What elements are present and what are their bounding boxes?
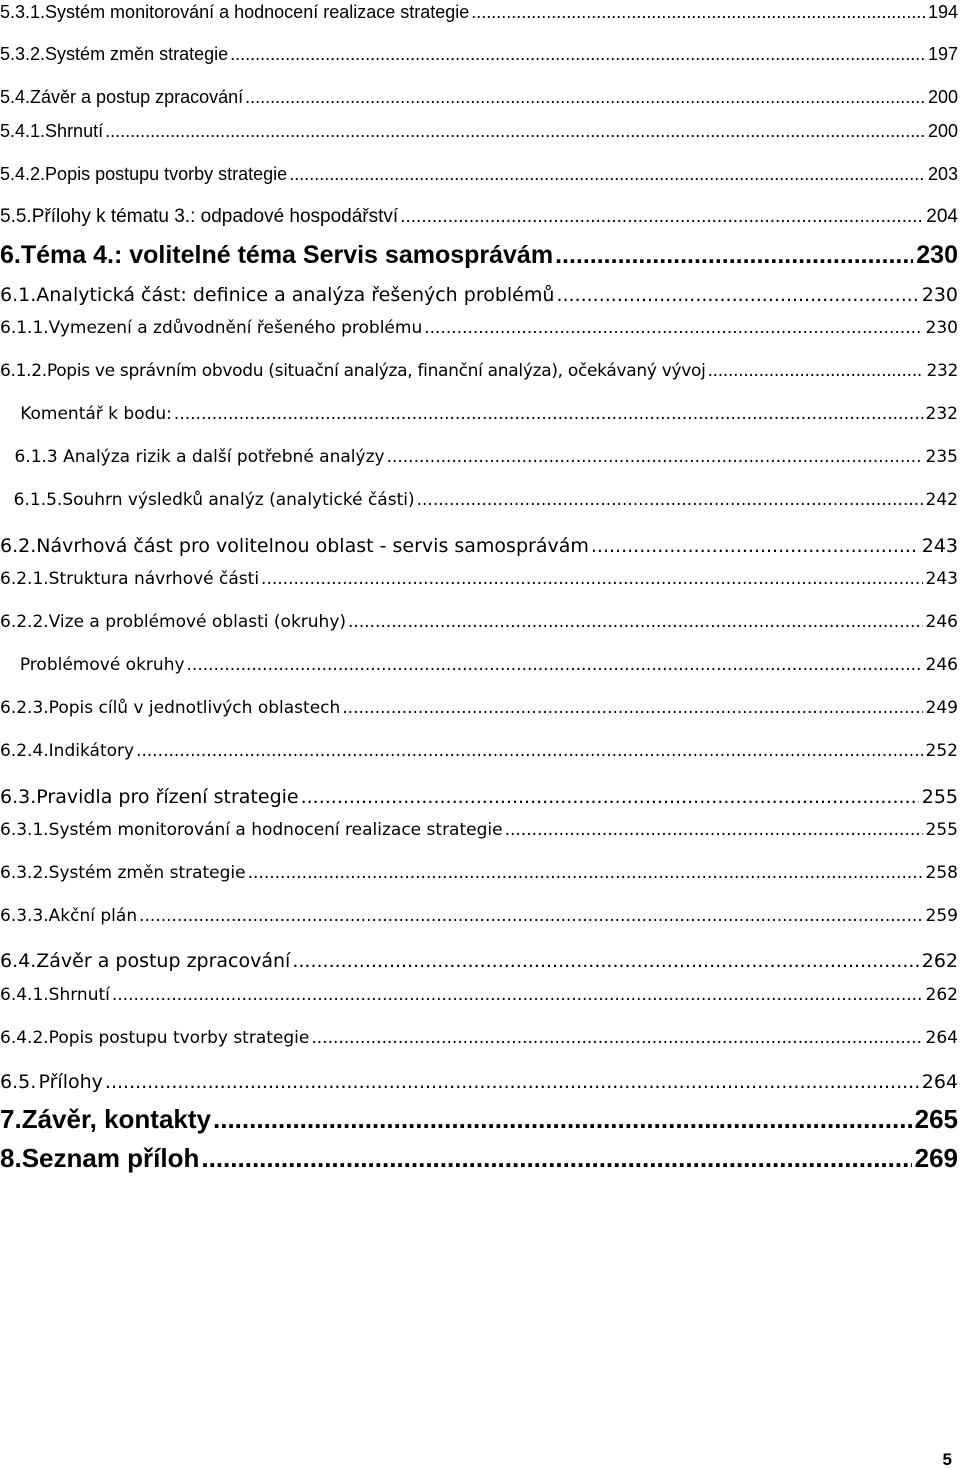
- toc-entry[interactable]: [0, 488, 958, 512]
- toc-entry-page: 269: [914, 1143, 958, 1173]
- toc-entry-page: 235: [925, 447, 958, 467]
- toc-entry[interactable]: [0, 948, 958, 974]
- toc-entry-title: Systém monitorování a hodnocení realizace strategie: [48, 820, 503, 840]
- toc-leader: [301, 784, 919, 810]
- toc-entry-number: 6.1.1.: [0, 318, 49, 338]
- toc-entry-page: 243: [921, 535, 958, 557]
- toc-entry-page: 255: [925, 820, 958, 840]
- toc-entry[interactable]: [0, 240, 958, 270]
- toc-leader: [105, 1069, 919, 1095]
- toc-leader: [174, 402, 923, 426]
- toc-entry-number: 6.2.: [0, 535, 37, 557]
- toc-entry-title: Vize a problémové oblasti (okruhy): [48, 612, 347, 632]
- toc-entry-number: 5.4.2.: [0, 164, 46, 184]
- toc-entry-title: Závěr, kontakty: [21, 1104, 211, 1134]
- toc-leader: [708, 359, 924, 383]
- toc-entry-title: Pravidla pro řízení strategie: [36, 786, 299, 808]
- toc-entry-title: Přílohy k tématu 3.: odpadové hospodářství: [31, 206, 399, 227]
- toc-entry[interactable]: [0, 567, 958, 591]
- toc-entry-title: Závěr a postup zpracování: [30, 87, 244, 107]
- toc-entry[interactable]: [0, 359, 958, 383]
- toc-entry-page: 200: [927, 87, 958, 107]
- toc-entry[interactable]: [0, 696, 958, 720]
- toc-entry-page: 246: [925, 655, 958, 675]
- toc-entry-number: 6.2.4.: [0, 741, 49, 761]
- toc-entry-title: Téma 4.: volitelné téma Servis samosprávám: [20, 241, 554, 269]
- toc-entry-page: 265: [914, 1104, 958, 1134]
- toc-entry-title: Systém změn strategie: [45, 44, 229, 64]
- toc-entry-title: Systém změn strategie: [48, 863, 246, 883]
- toc-entry-number: 6.4.2.: [0, 1028, 49, 1048]
- toc-entry-page: 194: [927, 2, 958, 22]
- toc-entry-title: Shrnutí: [48, 985, 110, 1005]
- toc-entry-number: 7.: [0, 1104, 22, 1134]
- toc-entry-number: 6.2.2.: [0, 612, 49, 632]
- toc-entry[interactable]: [0, 205, 958, 229]
- toc-leader: [136, 739, 922, 763]
- toc-entry-page: 262: [925, 985, 958, 1005]
- toc-leader: [201, 1141, 911, 1175]
- toc-entry[interactable]: [0, 904, 958, 928]
- toc-leader: [311, 1026, 922, 1050]
- toc-entry[interactable]: [0, 653, 958, 677]
- toc-entry[interactable]: [0, 1026, 958, 1050]
- page-number: 5: [942, 1450, 952, 1469]
- toc-entry-number: 6.3.: [0, 786, 37, 808]
- toc-entry-page: 252: [925, 741, 958, 761]
- toc-leader: [248, 861, 923, 885]
- toc-entry-number: 5.5.: [0, 206, 32, 227]
- toc-entry-page: 264: [921, 1071, 958, 1093]
- toc-entry-title: Návrhová část pro volitelnou oblast - servis samosprávám: [36, 535, 589, 557]
- toc-leader: [289, 162, 925, 186]
- toc-leader: [555, 240, 913, 270]
- toc-entry-title: Popis postupu tvorby strategie: [48, 1028, 310, 1048]
- toc-entry-number: 6.5.: [0, 1071, 37, 1093]
- toc-entry[interactable]: [0, 818, 958, 842]
- toc-leader: [245, 85, 925, 109]
- toc-entry[interactable]: [0, 316, 958, 340]
- toc-entry-title: Analytická část: definice a analýza řešených problémů: [36, 284, 555, 306]
- toc-entry[interactable]: [0, 1069, 958, 1095]
- toc-entry-page: 249: [925, 698, 958, 718]
- toc-entry[interactable]: [0, 610, 958, 634]
- toc-entry-number: 6.2.1.: [0, 569, 49, 589]
- toc-entry-number: 5.4.: [0, 87, 31, 107]
- toc-entry-number: 6.1.2.: [0, 361, 47, 381]
- toc-entry-number: 6.1.: [0, 284, 37, 306]
- toc-entry-title: Indikátory: [48, 741, 135, 761]
- toc-entry-number: 6.: [0, 241, 21, 269]
- toc-entry[interactable]: [0, 119, 958, 143]
- toc-entry-number: 6.2.3.: [0, 698, 49, 718]
- toc-entry-title: Seznam příloh: [21, 1143, 200, 1173]
- toc-entry-page: 230: [916, 241, 958, 269]
- toc-leader: [112, 983, 923, 1007]
- toc-entry-number: 8.: [0, 1143, 22, 1173]
- toc-entry-page: 243: [925, 569, 958, 589]
- toc-entry-number: 6.3.3.: [0, 906, 49, 926]
- toc-entry-title: Popis ve správním obvodu (situační analýza, finanční analýza), očekávaný vývoj: [46, 361, 706, 381]
- toc-leader: [556, 282, 918, 308]
- toc-entry-page: 232: [926, 361, 958, 381]
- toc-entry-title: Popis postupu tvorby strategie: [45, 164, 288, 184]
- toc-entry-title: Vymezení a zdůvodnění řešeného problému: [48, 318, 423, 338]
- toc-entry-title: Akční plán: [48, 906, 138, 926]
- toc-entry-page: 200: [927, 121, 958, 141]
- toc-entry[interactable]: [0, 402, 958, 426]
- toc-entry-title: Závěr a postup zpracování: [36, 950, 291, 972]
- toc-entry[interactable]: [0, 861, 958, 885]
- toc-entry-page: 230: [921, 284, 958, 306]
- toc-entry[interactable]: [0, 739, 958, 763]
- toc-entry-page: 242: [925, 490, 958, 510]
- toc-leader: [139, 904, 922, 928]
- toc-entry[interactable]: [0, 1102, 958, 1136]
- toc-entry-number: 6.3.2.: [0, 863, 49, 883]
- toc-entry-number: 5.3.2.: [0, 44, 46, 64]
- toc-entry-page: 258: [925, 863, 958, 883]
- toc-entry-number: 6.4.1.: [0, 985, 49, 1005]
- toc-entry[interactable]: [0, 282, 958, 308]
- toc-entry-page: 203: [927, 164, 958, 184]
- toc-leader: [471, 0, 925, 24]
- toc-entry-page: 197: [927, 44, 958, 64]
- toc-entry[interactable]: [0, 0, 958, 24]
- toc-leader: [400, 205, 923, 229]
- toc-entry[interactable]: [0, 85, 958, 109]
- toc-leader: [213, 1102, 912, 1136]
- toc-leader: [424, 316, 922, 340]
- toc-leader: [187, 653, 923, 677]
- toc-entry[interactable]: [0, 983, 958, 1007]
- toc-entry-page: 230: [925, 318, 958, 338]
- toc-entry-page: 255: [921, 786, 958, 808]
- toc-leader: [292, 948, 918, 974]
- toc-entry[interactable]: [0, 42, 958, 66]
- toc-entry-title: Komentář k bodu:: [20, 404, 172, 424]
- toc-leader: [505, 818, 923, 842]
- toc-leader: [348, 610, 923, 634]
- toc-entry-title: Popis cílů v jednotlivých oblastech: [48, 698, 341, 718]
- toc-leader: [230, 42, 925, 66]
- toc-entry-number: 6.4.: [0, 950, 37, 972]
- toc-entry-page: 232: [925, 404, 958, 424]
- toc-leader: [105, 119, 925, 143]
- toc-entry-page: 262: [921, 950, 958, 972]
- toc-entry-title: Systém monitorování a hodnocení realizace strategie: [45, 2, 470, 22]
- toc-entry[interactable]: [0, 162, 958, 186]
- toc-entry[interactable]: [0, 445, 958, 469]
- toc-entry-title: Shrnutí: [45, 121, 104, 141]
- toc-entry-title: Problémové okruhy: [19, 655, 185, 675]
- toc-entry-page: 259: [925, 906, 958, 926]
- toc-entry-title: Přílohy: [38, 1071, 103, 1093]
- toc-entry[interactable]: [0, 1141, 958, 1175]
- toc-entry-number: 5.3.1.: [0, 2, 46, 22]
- toc-entry-title: 6.1.5.Souhrn výsledků analýz (analytické části): [13, 490, 415, 510]
- toc-entry-page: 264: [925, 1028, 958, 1048]
- toc-entry-page: 246: [925, 612, 958, 632]
- toc-entry[interactable]: [0, 784, 958, 810]
- toc-entry[interactable]: [0, 533, 958, 559]
- toc-leader: [261, 567, 923, 591]
- toc-entry-title: 6.1.3 Analýza rizik a další potřebné analýzy: [14, 447, 385, 467]
- toc-entry-title: Struktura návrhové části: [48, 569, 260, 589]
- toc-leader: [591, 533, 919, 559]
- toc-entry-page: 204: [926, 206, 958, 227]
- toc-entry-number: 5.4.1.: [0, 121, 46, 141]
- toc-leader: [387, 445, 923, 469]
- toc-leader: [417, 488, 923, 512]
- toc-entry-number: 6.3.1.: [0, 820, 49, 840]
- toc-leader: [342, 696, 922, 720]
